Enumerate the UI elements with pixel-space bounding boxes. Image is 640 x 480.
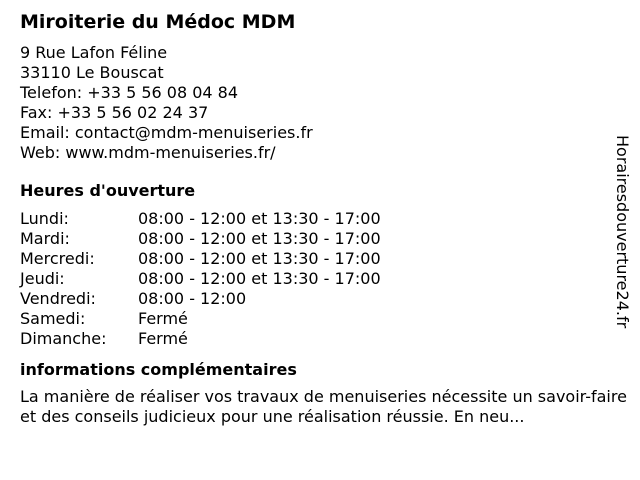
web-line[interactable]: Web: www.mdm-menuiseries.fr/ xyxy=(20,143,276,162)
address-city: 33110 Le Bouscat xyxy=(20,63,164,82)
hours-heading: Heures d'ouverture xyxy=(20,181,196,200)
hours-day: Vendredi: xyxy=(20,289,96,308)
hours-day: Lundi: xyxy=(20,209,69,228)
hours-time: 08:00 - 12:00 et 13:30 - 17:00 xyxy=(138,209,381,228)
hours-time: 08:00 - 12:00 et 13:30 - 17:00 xyxy=(138,229,381,248)
email-line[interactable]: Email: contact@mdm-menuiseries.fr xyxy=(20,123,313,142)
business-name: Miroiterie du Médoc MDM xyxy=(20,11,296,33)
hours-row-thursday xyxy=(20,269,620,289)
hours-day: Samedi: xyxy=(20,309,86,328)
hours-table xyxy=(20,209,620,349)
watermark xyxy=(612,135,632,345)
hours-time: 08:00 - 12:00 xyxy=(138,289,247,308)
hours-time: 08:00 - 12:00 et 13:30 - 17:00 xyxy=(138,249,381,268)
hours-row-tuesday xyxy=(20,229,620,249)
info-description: La manière de réaliser vos travaux de menuiseries nécessite un savoir-faire et des conseils judicieux pour une réalisation réussie. En neu... xyxy=(20,387,627,426)
phone-line[interactable]: Telefon: +33 5 56 08 04 84 xyxy=(20,83,239,102)
hours-row-sunday xyxy=(20,329,620,349)
hours-day: Mardi: xyxy=(20,229,70,248)
hours-time: Fermé xyxy=(138,329,188,348)
hours-day: Jeudi: xyxy=(20,269,65,288)
hours-row-friday xyxy=(20,289,620,309)
hours-time: Fermé xyxy=(138,309,188,328)
hours-day: Mercredi: xyxy=(20,249,95,268)
hours-day: Dimanche: xyxy=(20,329,107,348)
hours-row-wednesday xyxy=(20,249,620,269)
hours-time: 08:00 - 12:00 et 13:30 - 17:00 xyxy=(138,269,381,288)
hours-row-monday xyxy=(20,209,620,229)
watermark-text: Horairesdouverture24.fr xyxy=(613,135,632,329)
address-street: 9 Rue Lafon Féline xyxy=(20,43,168,62)
fax-line: Fax: +33 5 56 02 24 37 xyxy=(20,103,209,122)
hours-row-saturday xyxy=(20,309,620,329)
info-heading: informations complémentaires xyxy=(20,360,297,379)
